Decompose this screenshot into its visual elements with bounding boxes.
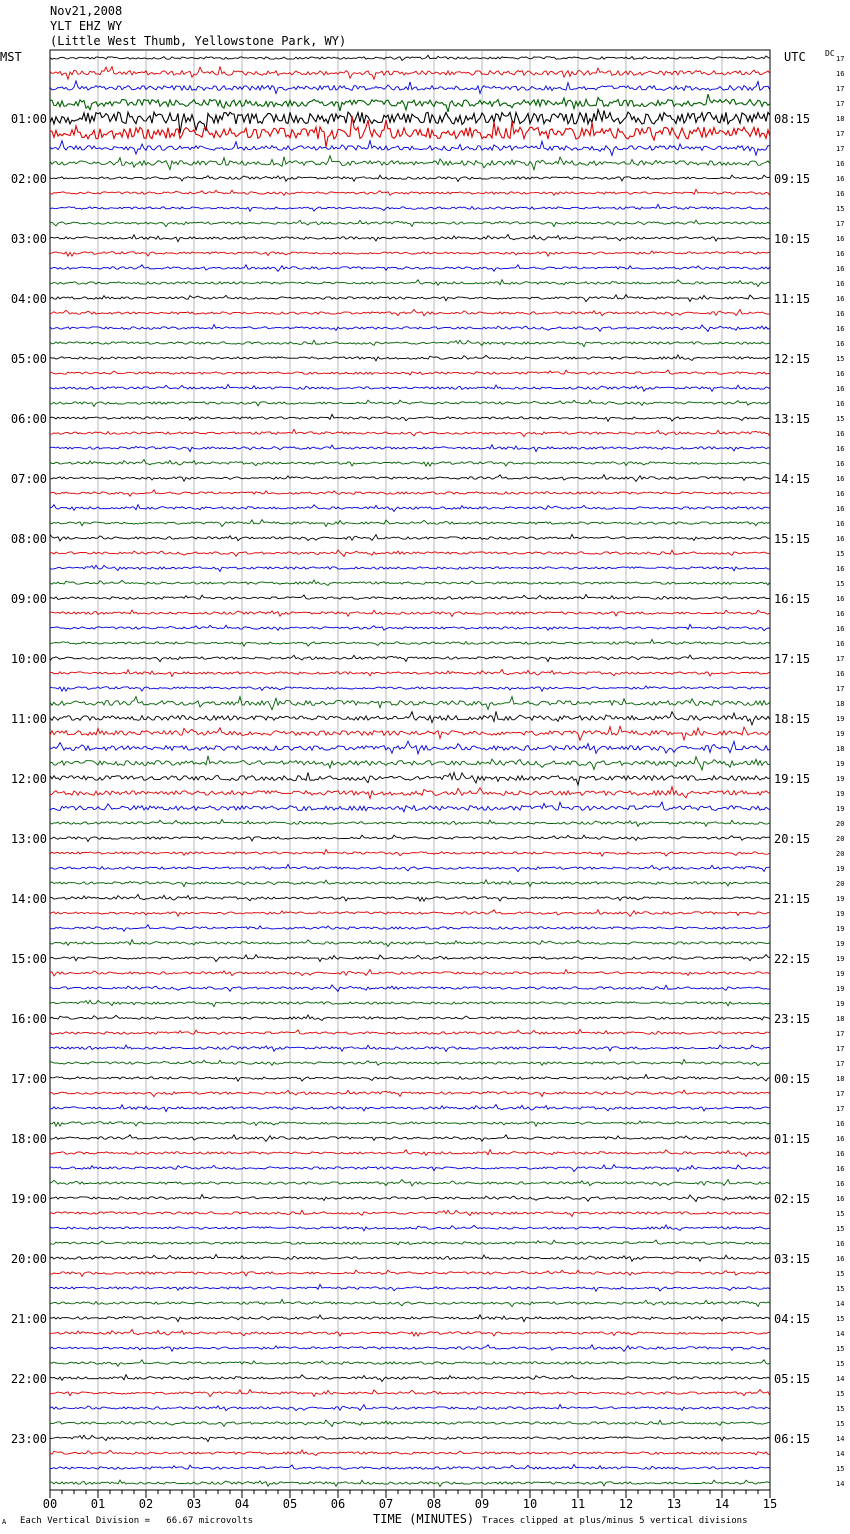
right-hour-label: 01:15 bbox=[774, 1132, 811, 1146]
dc-offset-label: 15 bbox=[836, 1210, 845, 1218]
x-tick-label: 03 bbox=[186, 1497, 202, 1511]
seismic-trace bbox=[50, 1225, 770, 1231]
seismic-trace bbox=[50, 787, 770, 799]
seismic-trace bbox=[50, 1015, 770, 1021]
seismic-trace bbox=[50, 1315, 770, 1322]
dc-offset-label: 19 bbox=[836, 940, 845, 948]
x-tick-label: 02 bbox=[138, 1497, 154, 1511]
seismic-trace bbox=[50, 910, 770, 917]
dc-offset-label: 17 bbox=[836, 1060, 845, 1068]
seismic-trace bbox=[50, 655, 770, 662]
seismic-trace bbox=[50, 1435, 770, 1441]
seismic-trace bbox=[50, 429, 770, 436]
right-hour-label: 13:15 bbox=[774, 412, 811, 426]
seismic-trace bbox=[50, 594, 770, 599]
dc-offset-label: 19 bbox=[836, 1000, 845, 1008]
x-tick-label: 01 bbox=[90, 1497, 106, 1511]
dc-offset-label: 19 bbox=[836, 805, 845, 813]
seismic-trace bbox=[50, 81, 770, 94]
left-hour-label: 15:00 bbox=[10, 952, 47, 966]
dc-offset-label: 15 bbox=[836, 1225, 845, 1233]
right-hour-label: 08:15 bbox=[774, 112, 811, 126]
dc-offset-label: 16 bbox=[836, 1150, 845, 1158]
seismic-trace bbox=[50, 895, 770, 902]
left-hour-label: 08:00 bbox=[10, 532, 47, 546]
dc-offset-label: 18 bbox=[836, 745, 845, 753]
seismic-trace bbox=[50, 1480, 770, 1487]
seismic-trace bbox=[50, 1254, 770, 1261]
dc-offset-label: 20 bbox=[836, 835, 845, 843]
dc-offset-label: 16 bbox=[836, 370, 845, 378]
dc-offset-label: 17 bbox=[836, 145, 845, 153]
seismic-trace bbox=[50, 384, 770, 391]
dc-offset-label: 19 bbox=[836, 955, 845, 963]
dc-offset-label: 19 bbox=[836, 985, 845, 993]
dc-offset-label: 16 bbox=[836, 565, 845, 573]
right-hour-label: 02:15 bbox=[774, 1192, 811, 1206]
dc-offset-label: 16 bbox=[836, 1120, 845, 1128]
x-axis-title: TIME (MINUTES) bbox=[373, 1512, 475, 1526]
seismic-trace bbox=[50, 711, 770, 725]
seismic-trace bbox=[50, 156, 770, 170]
seismic-trace bbox=[50, 1240, 770, 1245]
x-tick-label: 04 bbox=[234, 1497, 250, 1511]
left-hour-label: 04:00 bbox=[10, 292, 47, 306]
dc-offset-label: 20 bbox=[836, 820, 845, 828]
seismic-trace bbox=[50, 802, 770, 812]
dc-offset-label: 16 bbox=[836, 610, 845, 618]
seismic-trace bbox=[50, 1270, 770, 1276]
seismic-trace bbox=[50, 639, 770, 646]
seismic-trace bbox=[50, 670, 770, 677]
seismic-trace bbox=[50, 94, 770, 112]
location-label: (Little West Thumb, Yellowstone Park, WY) bbox=[50, 34, 347, 48]
seismic-trace bbox=[50, 985, 770, 992]
seismic-trace bbox=[50, 1000, 770, 1006]
dc-offset-label: 16 bbox=[836, 310, 845, 318]
x-tick-label: 07 bbox=[378, 1497, 394, 1511]
dc-offset-label: 19 bbox=[836, 925, 845, 933]
seismic-trace bbox=[50, 1180, 770, 1186]
dc-offset-label: 15 bbox=[836, 580, 845, 588]
dc-offset-label: 14 bbox=[836, 1300, 845, 1308]
dc-offset-label: 17 bbox=[836, 1105, 845, 1113]
seismic-trace bbox=[50, 505, 770, 512]
seismic-trace bbox=[50, 925, 770, 931]
seismic-trace bbox=[50, 1375, 770, 1382]
seismic-trace bbox=[50, 756, 770, 770]
dc-offset-label: 16 bbox=[836, 280, 845, 288]
right-hour-label: 00:15 bbox=[774, 1072, 811, 1086]
x-tick-label: 00 bbox=[42, 1497, 58, 1511]
seismic-trace bbox=[50, 1029, 770, 1034]
dc-offset-label: 15 bbox=[836, 205, 845, 213]
left-hour-label: 13:00 bbox=[10, 832, 47, 846]
right-hour-label: 15:15 bbox=[774, 532, 811, 546]
dc-offset-label: 18 bbox=[836, 115, 845, 123]
left-hour-label: 02:00 bbox=[10, 172, 47, 186]
dc-offset-label: 14 bbox=[836, 1480, 845, 1488]
seismic-trace bbox=[50, 1135, 770, 1142]
seismic-trace bbox=[50, 1074, 770, 1081]
left-hour-label: 20:00 bbox=[10, 1252, 47, 1266]
seismic-trace bbox=[50, 1420, 770, 1427]
x-tick-label: 12 bbox=[618, 1497, 634, 1511]
seismic-trace bbox=[50, 265, 770, 272]
dc-offset-label: 16 bbox=[836, 160, 845, 168]
seismic-trace bbox=[50, 1284, 770, 1291]
dc-offset-label: 16 bbox=[836, 385, 845, 393]
dc-offset-label: 14 bbox=[836, 1450, 845, 1458]
dc-offset-label: 15 bbox=[836, 1465, 845, 1473]
seismic-trace bbox=[50, 819, 770, 826]
seismic-trace bbox=[50, 280, 770, 287]
seismic-trace bbox=[50, 1299, 770, 1306]
left-timezone-label: MST bbox=[0, 50, 22, 64]
dc-offset-label: 15 bbox=[836, 550, 845, 558]
seismic-trace bbox=[50, 580, 770, 586]
date-label: Nov21,2008 bbox=[50, 4, 123, 18]
seismic-trace bbox=[50, 340, 770, 346]
left-hour-label: 05:00 bbox=[10, 352, 47, 366]
seismic-trace bbox=[50, 490, 770, 496]
dc-offset-label: 17 bbox=[836, 1090, 845, 1098]
dc-offset-label: 16 bbox=[836, 265, 845, 273]
seismic-trace bbox=[50, 849, 770, 856]
seismic-trace bbox=[50, 970, 770, 976]
seismic-trace bbox=[50, 1450, 770, 1456]
seismic-trace bbox=[50, 550, 770, 557]
seismic-trace bbox=[50, 400, 770, 406]
right-hour-label: 04:15 bbox=[774, 1312, 811, 1326]
dc-offset-label: 16 bbox=[836, 490, 845, 498]
dc-offset-label: 15 bbox=[836, 1405, 845, 1413]
dc-offset-label: 19 bbox=[836, 910, 845, 918]
plot-frame bbox=[50, 50, 770, 1490]
seismic-trace bbox=[50, 414, 770, 421]
seismic-trace bbox=[50, 1121, 770, 1126]
dc-offset-label: 15 bbox=[836, 1420, 845, 1428]
dc-offset-label: 16 bbox=[836, 640, 845, 648]
right-hour-label: 19:15 bbox=[774, 772, 811, 786]
seismic-trace bbox=[50, 141, 770, 156]
seismic-trace bbox=[50, 741, 770, 754]
dc-offset-label: 14 bbox=[836, 1330, 845, 1338]
dc-offset-label: 19 bbox=[836, 730, 845, 738]
left-hour-label: 21:00 bbox=[10, 1312, 47, 1326]
seismic-trace bbox=[50, 325, 770, 332]
dc-offset-label: 17 bbox=[836, 220, 845, 228]
x-tick-label: 13 bbox=[666, 1497, 682, 1511]
dc-offset-label: 16 bbox=[836, 460, 845, 468]
dc-offset-label: 16 bbox=[836, 670, 845, 678]
seismic-trace bbox=[50, 220, 770, 227]
dc-offset-label: 16 bbox=[836, 250, 845, 258]
dc-offset-label: 15 bbox=[836, 1285, 845, 1293]
dc-offset-label: 16 bbox=[836, 445, 845, 453]
dc-offset-label: 16 bbox=[836, 595, 845, 603]
seismic-trace bbox=[50, 235, 770, 242]
dc-offset-label: 14 bbox=[836, 1375, 845, 1383]
dc-offset-label: 16 bbox=[836, 1180, 845, 1188]
dc-offset-label: 19 bbox=[836, 970, 845, 978]
x-tick-label: 10 bbox=[522, 1497, 538, 1511]
seismic-trace bbox=[50, 1345, 770, 1352]
dc-offset-label: 16 bbox=[836, 340, 845, 348]
seismic-trace bbox=[50, 445, 770, 452]
clip-note: Traces clipped at plus/minus 5 vertical divisions bbox=[482, 1516, 748, 1526]
x-tick-label: 14 bbox=[714, 1497, 730, 1511]
seismic-trace bbox=[50, 864, 770, 871]
right-hour-label: 09:15 bbox=[774, 172, 811, 186]
dc-offset-label: 16 bbox=[836, 235, 845, 243]
seismic-trace bbox=[50, 1405, 770, 1411]
dc-offset-label: 16 bbox=[836, 625, 845, 633]
dc-label: DC bbox=[825, 49, 835, 58]
seismic-trace bbox=[50, 520, 770, 527]
dc-offset-label: 16 bbox=[836, 535, 845, 543]
seismic-trace bbox=[50, 1045, 770, 1052]
dc-offset-label: 16 bbox=[836, 190, 845, 198]
dc-offset-label: 18 bbox=[836, 700, 845, 708]
dc-offset-label: 17 bbox=[836, 1030, 845, 1038]
right-hour-label: 12:15 bbox=[774, 352, 811, 366]
scale-note: Each Vertical Division = 66.67 microvolts bbox=[20, 1516, 253, 1526]
dc-offset-label: 16 bbox=[836, 475, 845, 483]
left-hour-label: 17:00 bbox=[10, 1072, 47, 1086]
dc-offset-label: 17 bbox=[836, 85, 845, 93]
dc-offset-label: 17 bbox=[836, 685, 845, 693]
dc-offset-label: 14 bbox=[836, 1435, 845, 1443]
seismic-trace bbox=[50, 835, 770, 841]
dc-offset-label: 19 bbox=[836, 760, 845, 768]
seismic-trace bbox=[50, 1165, 770, 1172]
dc-offset-label: 16 bbox=[836, 70, 845, 78]
seismic-trace bbox=[50, 66, 770, 79]
seismic-trace bbox=[50, 624, 770, 630]
corner-mark: A bbox=[2, 1518, 7, 1526]
left-hour-label: 14:00 bbox=[10, 892, 47, 906]
dc-offset-label: 16 bbox=[836, 1135, 845, 1143]
seismic-trace bbox=[50, 189, 770, 195]
dc-offset-label: 16 bbox=[836, 295, 845, 303]
seismic-trace bbox=[50, 686, 770, 691]
x-tick-label: 06 bbox=[330, 1497, 346, 1511]
seismic-trace bbox=[50, 175, 770, 181]
dc-offset-label: 19 bbox=[836, 775, 845, 783]
seismic-trace bbox=[50, 370, 770, 375]
right-hour-label: 16:15 bbox=[774, 592, 811, 606]
right-hour-label: 21:15 bbox=[774, 892, 811, 906]
dc-offset-label: 19 bbox=[836, 865, 845, 873]
seismic-trace bbox=[50, 460, 770, 467]
dc-offset-label: 19 bbox=[836, 790, 845, 798]
left-hour-label: 12:00 bbox=[10, 772, 47, 786]
seismic-trace bbox=[50, 1150, 770, 1157]
right-hour-label: 20:15 bbox=[774, 832, 811, 846]
right-timezone-label: UTC bbox=[784, 50, 806, 64]
dc-offset-label: 16 bbox=[836, 325, 845, 333]
right-hour-label: 11:15 bbox=[774, 292, 811, 306]
seismic-trace bbox=[50, 204, 770, 211]
dc-offset-label: 16 bbox=[836, 520, 845, 528]
left-hour-label: 03:00 bbox=[10, 232, 47, 246]
seismic-trace bbox=[50, 772, 770, 785]
seismic-trace bbox=[50, 1330, 770, 1337]
seismic-trace bbox=[50, 295, 770, 302]
seismic-trace bbox=[50, 310, 770, 316]
dc-offset-label: 16 bbox=[836, 505, 845, 513]
left-hour-label: 23:00 bbox=[10, 1432, 47, 1446]
dc-offset-label: 16 bbox=[836, 1240, 845, 1248]
dc-offset-label: 17 bbox=[836, 100, 845, 108]
seismic-trace bbox=[50, 1210, 770, 1216]
left-hour-label: 16:00 bbox=[10, 1012, 47, 1026]
seismic-trace bbox=[50, 1059, 770, 1065]
left-hour-label: 18:00 bbox=[10, 1132, 47, 1146]
right-hour-label: 22:15 bbox=[774, 952, 811, 966]
seismic-trace bbox=[50, 610, 770, 617]
right-hour-label: 06:15 bbox=[774, 1432, 811, 1446]
seismic-trace bbox=[50, 697, 770, 710]
seismic-trace bbox=[50, 251, 770, 256]
x-tick-label: 08 bbox=[426, 1497, 442, 1511]
right-hour-label: 14:15 bbox=[774, 472, 811, 486]
dc-offset-label: 15 bbox=[836, 1270, 845, 1278]
seismic-trace bbox=[50, 1195, 770, 1202]
left-hour-label: 10:00 bbox=[10, 652, 47, 666]
left-hour-label: 06:00 bbox=[10, 412, 47, 426]
seismic-trace bbox=[50, 1360, 770, 1366]
dc-offset-label: 15 bbox=[836, 415, 845, 423]
dc-offset-label: 16 bbox=[836, 430, 845, 438]
seismic-trace bbox=[50, 726, 770, 740]
dc-offset-label: 16 bbox=[836, 400, 845, 408]
left-hour-label: 01:00 bbox=[10, 112, 47, 126]
dc-offset-label: 16 bbox=[836, 1165, 845, 1173]
seismic-trace bbox=[50, 475, 770, 482]
seismic-trace bbox=[50, 955, 770, 962]
dc-offset-label: 20 bbox=[836, 880, 845, 888]
dc-offset-label: 16 bbox=[836, 1255, 845, 1263]
seismic-trace bbox=[50, 880, 770, 887]
seismic-trace bbox=[50, 1390, 770, 1397]
dc-offset-label: 20 bbox=[836, 850, 845, 858]
x-tick-label: 05 bbox=[282, 1497, 298, 1511]
x-tick-label: 11 bbox=[570, 1497, 586, 1511]
dc-offset-label: 17 bbox=[836, 55, 845, 63]
seismic-trace bbox=[50, 1105, 770, 1112]
left-hour-label: 07:00 bbox=[10, 472, 47, 486]
dc-offset-label: 17 bbox=[836, 130, 845, 138]
seismic-trace bbox=[50, 565, 770, 571]
x-tick-label: 15 bbox=[762, 1497, 778, 1511]
dc-offset-label: 16 bbox=[836, 1195, 845, 1203]
seismic-trace bbox=[50, 1090, 770, 1097]
dc-offset-label: 19 bbox=[836, 895, 845, 903]
right-hour-label: 17:15 bbox=[774, 652, 811, 666]
dc-offset-label: 15 bbox=[836, 1360, 845, 1368]
left-hour-label: 11:00 bbox=[10, 712, 47, 726]
dc-offset-label: 17 bbox=[836, 1045, 845, 1053]
dc-offset-label: 18 bbox=[836, 1075, 845, 1083]
dc-offset-label: 15 bbox=[836, 1345, 845, 1353]
dc-offset-label: 15 bbox=[836, 1390, 845, 1398]
seismic-trace bbox=[50, 1464, 770, 1469]
seismic-trace bbox=[50, 55, 770, 60]
right-hour-label: 10:15 bbox=[774, 232, 811, 246]
dc-offset-label: 19 bbox=[836, 715, 845, 723]
left-hour-label: 22:00 bbox=[10, 1372, 47, 1386]
station-label: YLT EHZ WY bbox=[50, 19, 123, 33]
left-hour-label: 09:00 bbox=[10, 592, 47, 606]
dc-offset-label: 16 bbox=[836, 175, 845, 183]
seismic-trace bbox=[50, 940, 770, 947]
right-hour-label: 18:15 bbox=[774, 712, 811, 726]
right-hour-label: 03:15 bbox=[774, 1252, 811, 1266]
left-hour-label: 19:00 bbox=[10, 1192, 47, 1206]
seismic-trace bbox=[50, 355, 770, 361]
dc-offset-label: 15 bbox=[836, 1315, 845, 1323]
dc-offset-label: 15 bbox=[836, 355, 845, 363]
dc-offset-label: 17 bbox=[836, 655, 845, 663]
right-hour-label: 05:15 bbox=[774, 1372, 811, 1386]
right-hour-label: 23:15 bbox=[774, 1012, 811, 1026]
x-tick-label: 09 bbox=[474, 1497, 490, 1511]
dc-offset-label: 18 bbox=[836, 1015, 845, 1023]
seismic-trace bbox=[50, 535, 770, 541]
